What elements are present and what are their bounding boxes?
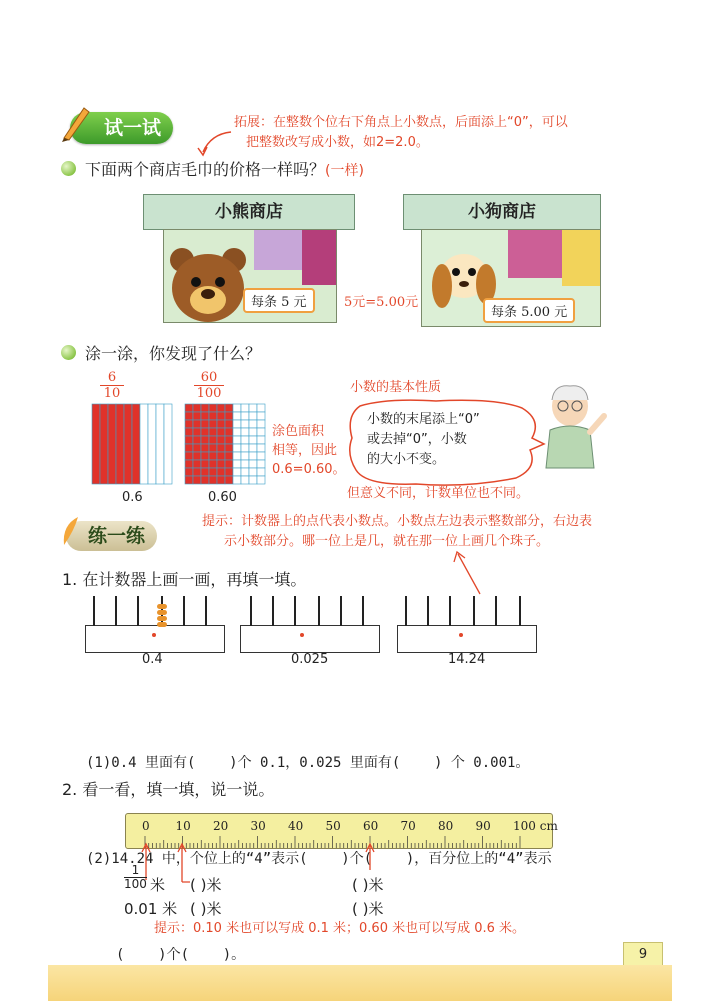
- footer-band: [48, 965, 672, 1001]
- grid-cell: [185, 468, 193, 476]
- grid-cell: [241, 420, 249, 428]
- decimal-point-dot: [152, 633, 156, 637]
- ruler-tick-label: 80: [438, 819, 454, 833]
- hint-arrow: [450, 548, 490, 598]
- grid-cell: [124, 404, 132, 484]
- question-towel-answer: (一样): [325, 163, 364, 179]
- bear-shop: [143, 194, 355, 322]
- dog-shop: [403, 194, 601, 326]
- grid-cell: [249, 436, 257, 444]
- question-paint-text: 涂一涂，你发现了什么？: [85, 344, 262, 363]
- exercise-1-title: 1. 在计数器上画一画，再填一填。: [62, 570, 307, 589]
- grid-cell: [257, 412, 265, 420]
- grid-cell: [185, 420, 193, 428]
- meaning-difference-note: 但意义不同，计数单位也不同。: [347, 486, 530, 501]
- grid-cell: [185, 460, 193, 468]
- ruler-tick-label: 100 cm: [513, 819, 558, 833]
- fill-area-note: [272, 422, 346, 479]
- grid-cell: [185, 444, 193, 452]
- grid-cell: [185, 436, 193, 444]
- grid-cell: [225, 460, 233, 468]
- grid-cell: [193, 428, 201, 436]
- hundredths-grid: [184, 403, 266, 485]
- fill-area-line-3: 0.6=0.60。: [272, 462, 346, 477]
- bear-price-tag: 每条 5 元: [243, 288, 315, 313]
- grid-cell: [241, 444, 249, 452]
- ruler-tick-label: 20: [213, 819, 229, 833]
- grid-cell: [257, 468, 265, 476]
- grid-cell: [209, 436, 217, 444]
- blank-60cm-fraction[interactable]: ( )米: [352, 876, 384, 894]
- grid-cell: [233, 436, 241, 444]
- grid-cell: [201, 428, 209, 436]
- tenths-grid: [91, 403, 173, 485]
- question-towel: [85, 157, 364, 180]
- price-equation: 5元=5.00元: [344, 295, 419, 310]
- grid-cell: [209, 468, 217, 476]
- grid-cell: [225, 444, 233, 452]
- grid-cell: [140, 404, 148, 484]
- grid-cell: [132, 404, 140, 484]
- grid-cell: [225, 420, 233, 428]
- grid-cell: [249, 420, 257, 428]
- grid-cell: [201, 452, 209, 460]
- grid-cell: [201, 444, 209, 452]
- blank-10cm-decimal[interactable]: ( )米: [190, 900, 222, 918]
- bear-illustration: [164, 242, 254, 322]
- bear-shop-sign: 小熊商店: [143, 194, 355, 230]
- grid-cell: [225, 436, 233, 444]
- grid-cell: [241, 412, 249, 420]
- grid-cell: [209, 412, 217, 420]
- ruler-tick-label: 70: [400, 819, 416, 833]
- abacus-hint-line-2: 示小数部分。哪一位上是几，就在那一位上画几个珠子。: [224, 534, 550, 549]
- grid-cell: [193, 404, 201, 412]
- fraction-60-100-numerator: 60: [200, 370, 218, 385]
- grid-cell: [225, 452, 233, 460]
- grid-cell: [249, 444, 257, 452]
- ruler-fraction-denominator: 100: [124, 877, 147, 891]
- question-bullet-icon: [61, 345, 76, 360]
- grid-cell: [241, 428, 249, 436]
- extension-arrow: [195, 128, 235, 158]
- extension-note: [234, 113, 664, 153]
- grid-cell: [217, 476, 225, 484]
- grid-cell: [233, 468, 241, 476]
- abacus-1-label: 0.4: [142, 652, 163, 667]
- grid-cell: [217, 444, 225, 452]
- grid-cell: [201, 404, 209, 412]
- grid-cell: [201, 436, 209, 444]
- property-text-1: 小数的末尾添上“0”: [367, 412, 480, 427]
- grid-cell: [148, 404, 156, 484]
- grid-cell: [201, 468, 209, 476]
- grid-cell: [225, 404, 233, 412]
- fill-area-line-1: 涂色面积: [272, 424, 325, 439]
- property-text-3: 的大小不变。: [367, 452, 446, 467]
- grid-cell: [233, 412, 241, 420]
- grid-cell: [185, 404, 193, 412]
- grid-cell: [257, 436, 265, 444]
- exercise-1-line-2[interactable]: (2)14.24 中，个位上的“4”表示( )个( )，百分位上的“4”表示: [86, 851, 552, 867]
- pencil-icon: [58, 102, 92, 142]
- blank-60cm-decimal[interactable]: ( )米: [352, 900, 384, 918]
- decimal-point-dot: [459, 633, 463, 637]
- grid-cell: [217, 420, 225, 428]
- grid-cell: [257, 420, 265, 428]
- grid-cell: [249, 476, 257, 484]
- grid-cell: [233, 444, 241, 452]
- grid-cell: [241, 436, 249, 444]
- dog-shop-sign: 小狗商店: [403, 194, 601, 230]
- abacus-3: [397, 596, 537, 651]
- grid-cell: [156, 404, 164, 484]
- section-title-practice: 练一练: [66, 521, 157, 551]
- try-section-badge: [70, 112, 173, 144]
- grid-cell: [249, 412, 257, 420]
- grid-cell: [201, 460, 209, 468]
- ruler-fraction-numerator: 1: [131, 863, 140, 877]
- property-title: 小数的基本性质: [350, 380, 442, 395]
- grid-cell: [116, 404, 124, 484]
- fraction-60-100-denominator: 100: [194, 385, 224, 401]
- ruler-tick-label: 40: [288, 819, 304, 833]
- abacus-1: [85, 596, 225, 651]
- grid-cell: [249, 428, 257, 436]
- grid-cell: [185, 476, 193, 484]
- grid-cell: [257, 476, 265, 484]
- grid-cell: [193, 412, 201, 420]
- fraction-6-10-denominator: 10: [100, 385, 124, 401]
- decimal-point-dot: [300, 633, 304, 637]
- grid-cell: [233, 428, 241, 436]
- grid-cell: [233, 476, 241, 484]
- grid-cell: [92, 404, 100, 484]
- ruler-tick-label: 0: [142, 819, 150, 833]
- ruler-decimal: 0.01 米: [124, 900, 178, 918]
- grid-cell: [201, 412, 209, 420]
- abacus-2: [240, 596, 380, 651]
- ruler-tick-label: 30: [250, 819, 266, 833]
- grid-cell: [257, 452, 265, 460]
- grid-cell: [193, 468, 201, 476]
- ruler-tick-label: 10: [175, 819, 191, 833]
- grid-cell: [209, 452, 217, 460]
- question-bullet-icon: [61, 161, 76, 176]
- grid-cell: [209, 444, 217, 452]
- grid-cell: [257, 444, 265, 452]
- grid-cell: [249, 404, 257, 412]
- grid-label-0-6: 0.6: [122, 490, 143, 505]
- professor-illustration: [540, 382, 610, 472]
- exercise-1-line-1[interactable]: (1)0.4 里面有( )个 0.1，0.025 里面有( ) 个 0.001。: [86, 755, 530, 771]
- grid-cell: [241, 452, 249, 460]
- grid-cell: [241, 476, 249, 484]
- grid-cell: [185, 428, 193, 436]
- fill-area-line-2: 相等，因此: [272, 443, 338, 458]
- grid-cell: [193, 476, 201, 484]
- grid-cell: [164, 404, 172, 484]
- grid-cell: [225, 468, 233, 476]
- ruler-hint: 提示：0.10 米也可以写成 0.1 米；0.60 米也可以写成 0.6 米。: [154, 921, 526, 936]
- question-towel-text: 下面两个商店毛巾的价格一样吗？: [85, 160, 326, 179]
- grid-cell: [233, 404, 241, 412]
- grid-cell: [217, 460, 225, 468]
- grid-cell: [217, 428, 225, 436]
- grid-cell: [217, 436, 225, 444]
- grid-cell: [201, 476, 209, 484]
- grid-cell: [100, 404, 108, 484]
- fraction-6-10: [100, 370, 124, 401]
- extension-line-1: 拓展：在整数个位右下角点上小数点，后面添上“0”，可以: [234, 115, 568, 130]
- grid-cell: [233, 420, 241, 428]
- grid-cell: [209, 420, 217, 428]
- exercise-1-line-3[interactable]: ( )个( )。: [116, 947, 246, 963]
- fraction-60-100: [194, 370, 224, 401]
- grid-cell: [241, 468, 249, 476]
- ruler-tick-label: 50: [325, 819, 341, 833]
- grid-cell: [193, 420, 201, 428]
- abacus-hint: [202, 512, 672, 552]
- grid-cell: [193, 460, 201, 468]
- grid-cell: [257, 460, 265, 468]
- grid-cell: [249, 460, 257, 468]
- grid-cell: [209, 428, 217, 436]
- grid-cell: [209, 404, 217, 412]
- grid-cell: [257, 428, 265, 436]
- grid-cell: [209, 476, 217, 484]
- grid-cell: [108, 404, 116, 484]
- fraction-6-10-numerator: 6: [107, 370, 117, 385]
- grid-label-0-60: 0.60: [208, 490, 237, 505]
- grid-cell: [225, 428, 233, 436]
- page-number: 9: [638, 947, 648, 962]
- abacus-2-label: 0.025: [291, 652, 329, 667]
- grid-cell: [241, 404, 249, 412]
- grid-cell: [193, 444, 201, 452]
- grid-cell: [209, 460, 217, 468]
- abacus-beads: [157, 604, 167, 627]
- ruler-fraction: [124, 864, 147, 891]
- grid-cell: [241, 460, 249, 468]
- property-text-2: 或去掉“0”，小数: [367, 432, 467, 447]
- grid-cell: [217, 452, 225, 460]
- grid-cell: [193, 436, 201, 444]
- dog-price-tag: 每条 5.00 元: [483, 298, 575, 323]
- grid-cell: [193, 452, 201, 460]
- grid-cell: [185, 412, 193, 420]
- grid-cell: [225, 412, 233, 420]
- grid-cell: [217, 404, 225, 412]
- exercise-2-title: 2. 看一看，填一填，说一说。: [62, 780, 275, 799]
- abacus-hint-line-1: 提示：计数器上的点代表小数点。小数点左边表示整数部分，右边表: [202, 514, 593, 529]
- ruler-unit-meter: 米: [150, 876, 166, 894]
- grid-cell: [233, 460, 241, 468]
- leaf-icon: [60, 515, 82, 547]
- ruler-tick-label: 60: [363, 819, 379, 833]
- grid-cell: [225, 476, 233, 484]
- grid-cell: [257, 404, 265, 412]
- section-title-try: 试一试: [70, 112, 173, 144]
- blank-10cm-fraction[interactable]: ( )米: [190, 876, 222, 894]
- grid-cell: [217, 412, 225, 420]
- grid-cell: [233, 452, 241, 460]
- grid-cell: [249, 452, 257, 460]
- grid-cell: [201, 420, 209, 428]
- practice-section-badge: [66, 521, 157, 551]
- grid-cell: [185, 452, 193, 460]
- grid-cell: [249, 468, 257, 476]
- abacus-3-label: 14.24: [448, 652, 486, 667]
- extension-line-2: 把整数改写成小数，如2=2.0。: [246, 135, 429, 150]
- property-text: [367, 410, 480, 470]
- grid-cell: [217, 468, 225, 476]
- page-number-box: [623, 942, 663, 966]
- ruler-tick-label: 90: [475, 819, 491, 833]
